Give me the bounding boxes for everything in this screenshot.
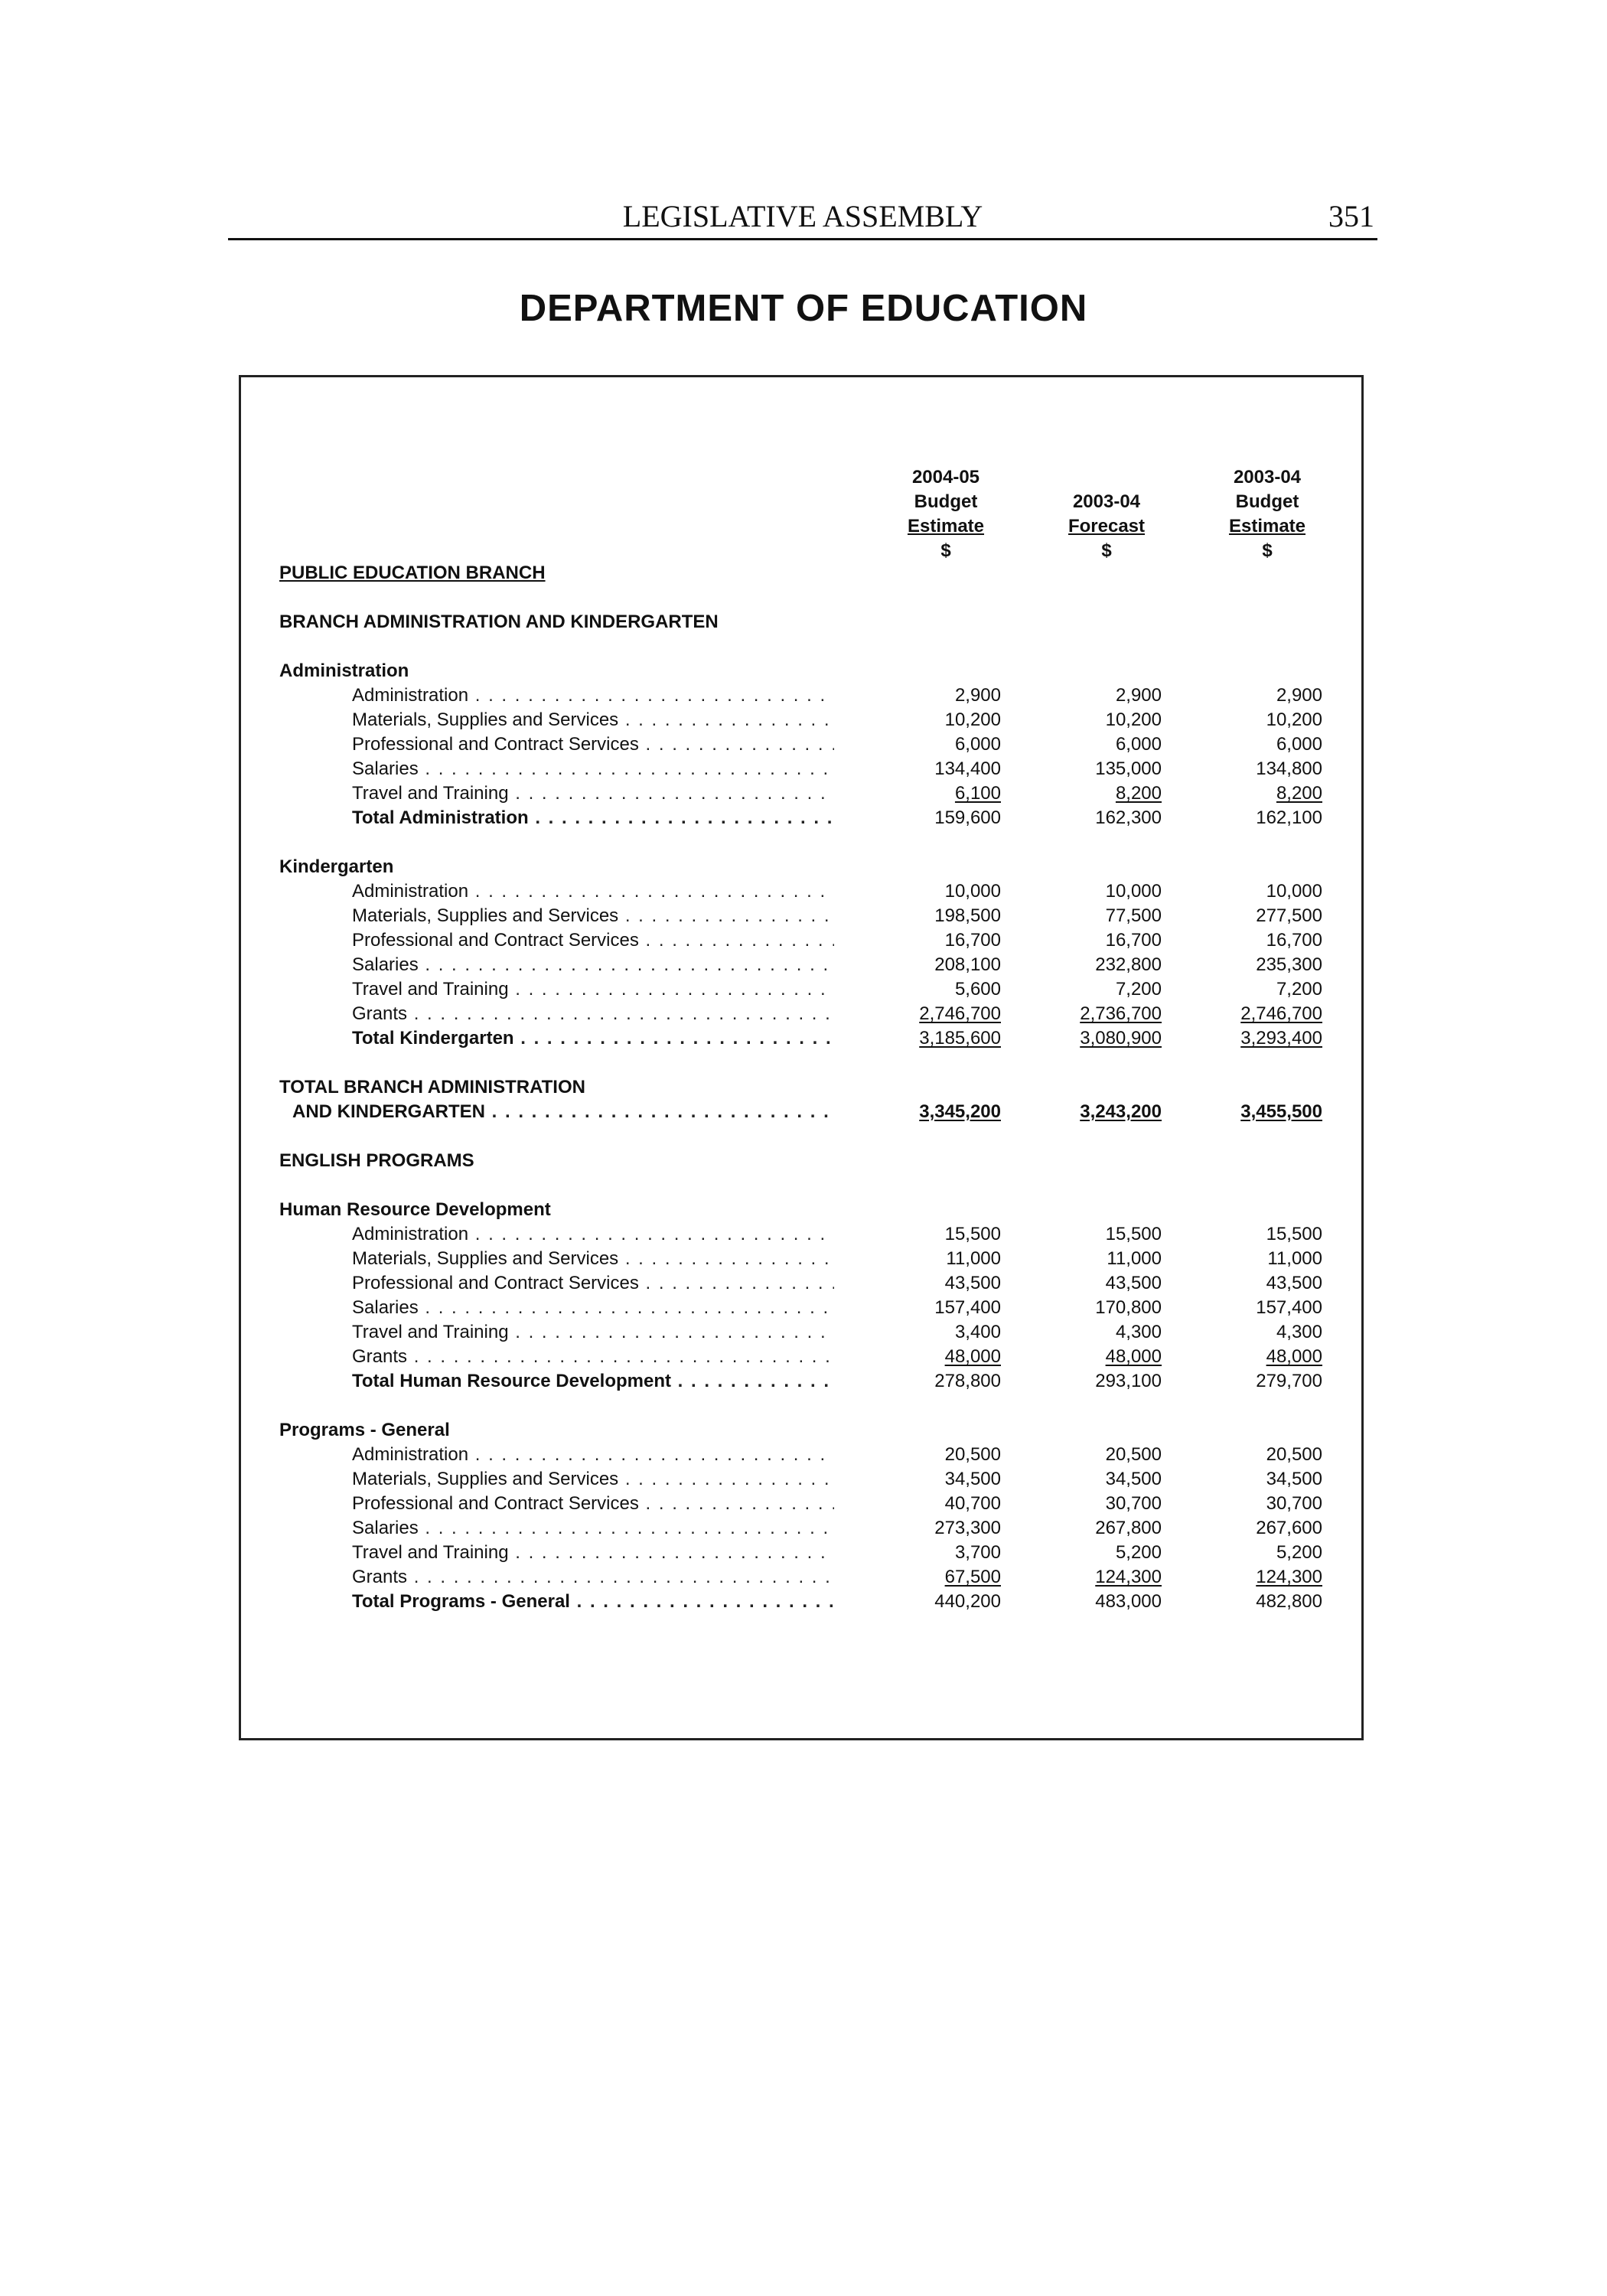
line-item-row bbox=[0, 953, 1607, 977]
line-item-label: AND KINDERGARTEN . . . bbox=[292, 1100, 834, 1124]
running-head-title: LEGISLATIVE ASSEMBLY bbox=[622, 199, 983, 233]
amount-cell: 482,800 bbox=[1256, 1591, 1322, 1612]
amount-cell: 20,500 bbox=[1266, 1444, 1322, 1465]
amount-cell: 16,700 bbox=[1266, 930, 1322, 951]
amount-cell: 232,800 bbox=[1095, 954, 1162, 975]
amount-cell: 10,000 bbox=[944, 881, 1001, 902]
line-item-row bbox=[0, 1492, 1607, 1516]
line-item-label: Salaries . . . bbox=[352, 1296, 834, 1320]
column-header-line bbox=[1019, 465, 1195, 490]
amount-cell: 134,800 bbox=[1256, 758, 1322, 779]
column-header-line: $ bbox=[1101, 540, 1112, 561]
amount-cell: 11,000 bbox=[1267, 1248, 1322, 1269]
amount-cell: 48,000 bbox=[1105, 1346, 1162, 1367]
amount-cell: 10,200 bbox=[944, 709, 1001, 730]
amount-cell: 10,200 bbox=[1266, 709, 1322, 730]
amount-cell: 4,300 bbox=[1115, 1322, 1162, 1342]
section-heading: Human Resource Development bbox=[279, 1199, 551, 1220]
amount-cell: 483,000 bbox=[1095, 1591, 1162, 1612]
line-item-label: Administration . . . bbox=[352, 683, 834, 708]
line-item-label: Salaries . . . bbox=[352, 757, 834, 781]
amount-cell: 15,500 bbox=[944, 1224, 1001, 1244]
amount-cell: 8,200 bbox=[1115, 783, 1162, 804]
amount-cell: 11,000 bbox=[1107, 1248, 1162, 1269]
amount-cell: 11,000 bbox=[946, 1248, 1001, 1269]
amount-cell: 3,243,200 bbox=[1080, 1101, 1162, 1122]
line-item-label: Administration . . . bbox=[352, 879, 834, 904]
amount-cell: 30,700 bbox=[1105, 1493, 1162, 1514]
amount-cell: 2,746,700 bbox=[1240, 1003, 1322, 1024]
amount-cell: 15,500 bbox=[1105, 1224, 1162, 1244]
page-title: DEPARTMENT OF EDUCATION bbox=[519, 288, 1088, 329]
amount-cell: 293,100 bbox=[1095, 1371, 1162, 1391]
line-item-row bbox=[0, 1320, 1607, 1345]
line-item-label: Travel and Training . . . bbox=[352, 1320, 834, 1345]
line-item-row bbox=[0, 928, 1607, 953]
line-item-row bbox=[0, 708, 1607, 732]
line-item-label: Materials, Supplies and Services . . . bbox=[352, 904, 834, 928]
amount-cell: 6,000 bbox=[954, 734, 1001, 755]
amount-cell: 48,000 bbox=[944, 1346, 1001, 1367]
line-item-label: Administration . . . bbox=[352, 1443, 834, 1467]
amount-cell: 278,800 bbox=[934, 1371, 1001, 1391]
amount-cell: 162,100 bbox=[1256, 807, 1322, 828]
amount-cell: 10,200 bbox=[1105, 709, 1162, 730]
amount-cell: 3,185,600 bbox=[919, 1028, 1001, 1049]
line-item-row bbox=[0, 1002, 1607, 1026]
section-heading: Programs - General bbox=[279, 1420, 450, 1440]
running-head bbox=[228, 195, 1377, 240]
line-item-row bbox=[0, 732, 1607, 757]
amount-cell: 7,200 bbox=[1276, 979, 1322, 1000]
page-number: 351 bbox=[1328, 199, 1374, 233]
line-item-label: Grants . . . bbox=[352, 1345, 834, 1369]
column-header-line: Estimate bbox=[1228, 516, 1306, 536]
amount-cell: 8,200 bbox=[1276, 783, 1322, 804]
amount-cell: 34,500 bbox=[1266, 1469, 1322, 1489]
column-header-line: Estimate bbox=[907, 516, 985, 536]
total-row bbox=[0, 1100, 1607, 1124]
amount-cell: 135,000 bbox=[1095, 758, 1162, 779]
total-row bbox=[0, 1026, 1607, 1051]
amount-cell: 5,200 bbox=[1276, 1542, 1322, 1563]
amount-cell: 5,200 bbox=[1115, 1542, 1162, 1563]
amount-cell: 7,200 bbox=[1115, 979, 1162, 1000]
amount-cell: 40,700 bbox=[944, 1493, 1001, 1514]
amount-cell: 6,100 bbox=[954, 783, 1001, 804]
line-item-row bbox=[0, 1247, 1607, 1271]
amount-cell: 67,500 bbox=[944, 1567, 1001, 1587]
amount-cell: 6,000 bbox=[1115, 734, 1162, 755]
line-item-row bbox=[0, 1565, 1607, 1590]
amount-cell: 48,000 bbox=[1266, 1346, 1322, 1367]
section-heading: TOTAL BRANCH ADMINISTRATION bbox=[279, 1077, 585, 1097]
amount-cell: 279,700 bbox=[1256, 1371, 1322, 1391]
column-header-line: 2003-04 bbox=[1233, 467, 1302, 488]
amount-cell: 30,700 bbox=[1266, 1493, 1322, 1514]
amount-cell: 2,900 bbox=[1115, 685, 1162, 706]
column-header-line: Budget bbox=[1235, 491, 1299, 512]
line-item-label: Administration . . . bbox=[352, 1222, 834, 1247]
amount-cell: 208,100 bbox=[934, 954, 1001, 975]
line-item-label: Professional and Contract Services . . . bbox=[352, 732, 834, 757]
line-item-label: Total Kindergarten . . . bbox=[352, 1026, 834, 1051]
amount-cell: 162,300 bbox=[1095, 807, 1162, 828]
column-header-line: $ bbox=[940, 540, 951, 561]
amount-cell: 43,500 bbox=[1266, 1273, 1322, 1293]
amount-cell: 5,600 bbox=[954, 979, 1001, 1000]
amount-cell: 3,080,900 bbox=[1080, 1028, 1162, 1049]
section-heading: BRANCH ADMINISTRATION AND KINDERGARTEN bbox=[279, 612, 719, 632]
section-heading: Kindergarten bbox=[279, 856, 394, 877]
amount-cell: 34,500 bbox=[944, 1469, 1001, 1489]
amount-cell: 4,300 bbox=[1276, 1322, 1322, 1342]
line-item-row bbox=[0, 1541, 1607, 1565]
line-item-label: Materials, Supplies and Services . . . bbox=[352, 1247, 834, 1271]
column-header-line: $ bbox=[1262, 540, 1273, 561]
amount-cell: 16,700 bbox=[1105, 930, 1162, 951]
line-item-label: Professional and Contract Services . . . bbox=[352, 928, 834, 953]
column-header-line: 2003-04 bbox=[1072, 491, 1141, 512]
amount-cell: 267,800 bbox=[1095, 1518, 1162, 1538]
amount-cell: 277,500 bbox=[1256, 905, 1322, 926]
line-item-label: Travel and Training . . . bbox=[352, 781, 834, 806]
amount-cell: 43,500 bbox=[944, 1273, 1001, 1293]
line-item-label: Professional and Contract Services . . . bbox=[352, 1271, 834, 1296]
line-item-label: Salaries . . . bbox=[352, 953, 834, 977]
amount-cell: 235,300 bbox=[1256, 954, 1322, 975]
amount-cell: 16,700 bbox=[944, 930, 1001, 951]
amount-cell: 3,293,400 bbox=[1240, 1028, 1322, 1049]
amount-cell: 43,500 bbox=[1105, 1273, 1162, 1293]
amount-cell: 267,600 bbox=[1256, 1518, 1322, 1538]
line-item-row bbox=[0, 1345, 1607, 1369]
amount-cell: 170,800 bbox=[1095, 1297, 1162, 1318]
line-item-label: Total Programs - General . . . bbox=[352, 1590, 834, 1614]
line-item-label: Grants . . . bbox=[352, 1002, 834, 1026]
amount-cell: 3,700 bbox=[954, 1542, 1001, 1563]
line-item-row bbox=[0, 1296, 1607, 1320]
line-item-label: Materials, Supplies and Services . . . bbox=[352, 708, 834, 732]
line-item-label: Total Human Resource Development . . . bbox=[352, 1369, 834, 1394]
line-item-row bbox=[0, 781, 1607, 806]
amount-cell: 124,300 bbox=[1256, 1567, 1322, 1587]
amount-cell: 6,000 bbox=[1276, 734, 1322, 755]
column-header bbox=[1019, 465, 1195, 563]
column-header bbox=[858, 465, 1034, 563]
line-item-row bbox=[0, 1271, 1607, 1296]
amount-cell: 3,345,200 bbox=[919, 1101, 1001, 1122]
amount-cell: 3,455,500 bbox=[1240, 1101, 1322, 1122]
column-header bbox=[1179, 465, 1355, 563]
amount-cell: 440,200 bbox=[934, 1591, 1001, 1612]
line-item-row bbox=[0, 683, 1607, 708]
amount-cell: 2,900 bbox=[954, 685, 1001, 706]
amount-cell: 159,600 bbox=[934, 807, 1001, 828]
section-heading: ENGLISH PROGRAMS bbox=[279, 1150, 474, 1171]
amount-cell: 157,400 bbox=[1256, 1297, 1322, 1318]
line-item-row bbox=[0, 1516, 1607, 1541]
amount-cell: 77,500 bbox=[1105, 905, 1162, 926]
line-item-label: Grants . . . bbox=[352, 1565, 834, 1590]
column-header-line: Budget bbox=[914, 491, 978, 512]
amount-cell: 2,746,700 bbox=[919, 1003, 1001, 1024]
amount-cell: 198,500 bbox=[934, 905, 1001, 926]
line-item-row bbox=[0, 879, 1607, 904]
amount-cell: 34,500 bbox=[1105, 1469, 1162, 1489]
amount-cell: 273,300 bbox=[934, 1518, 1001, 1538]
amount-cell: 157,400 bbox=[934, 1297, 1001, 1318]
line-item-row bbox=[0, 977, 1607, 1002]
amount-cell: 15,500 bbox=[1266, 1224, 1322, 1244]
amount-cell: 10,000 bbox=[1105, 881, 1162, 902]
amount-cell: 3,400 bbox=[954, 1322, 1001, 1342]
amount-cell: 2,736,700 bbox=[1080, 1003, 1162, 1024]
amount-cell: 2,900 bbox=[1276, 685, 1322, 706]
section-heading: PUBLIC EDUCATION BRANCH bbox=[279, 563, 546, 583]
amount-cell: 10,000 bbox=[1266, 881, 1322, 902]
line-item-label: Travel and Training . . . bbox=[352, 977, 834, 1002]
amount-cell: 124,300 bbox=[1095, 1567, 1162, 1587]
line-item-label: Travel and Training . . . bbox=[352, 1541, 834, 1565]
amount-cell: 20,500 bbox=[1105, 1444, 1162, 1465]
amount-cell: 134,400 bbox=[934, 758, 1001, 779]
section-heading: Administration bbox=[279, 660, 409, 681]
line-item-label: Materials, Supplies and Services . . . bbox=[352, 1467, 834, 1492]
line-item-label: Total Administration . . . bbox=[352, 806, 834, 830]
line-item-row bbox=[0, 757, 1607, 781]
amount-cell: 20,500 bbox=[944, 1444, 1001, 1465]
line-item-row bbox=[0, 904, 1607, 928]
total-row bbox=[0, 806, 1607, 830]
column-header-line: Forecast bbox=[1068, 516, 1146, 536]
total-row bbox=[0, 1590, 1607, 1614]
line-item-row bbox=[0, 1443, 1607, 1467]
line-item-row bbox=[0, 1467, 1607, 1492]
line-item-label: Salaries . . . bbox=[352, 1516, 834, 1541]
column-header-line: 2004-05 bbox=[911, 467, 980, 488]
line-item-label: Professional and Contract Services . . . bbox=[352, 1492, 834, 1516]
line-item-row bbox=[0, 1222, 1607, 1247]
total-row bbox=[0, 1369, 1607, 1394]
